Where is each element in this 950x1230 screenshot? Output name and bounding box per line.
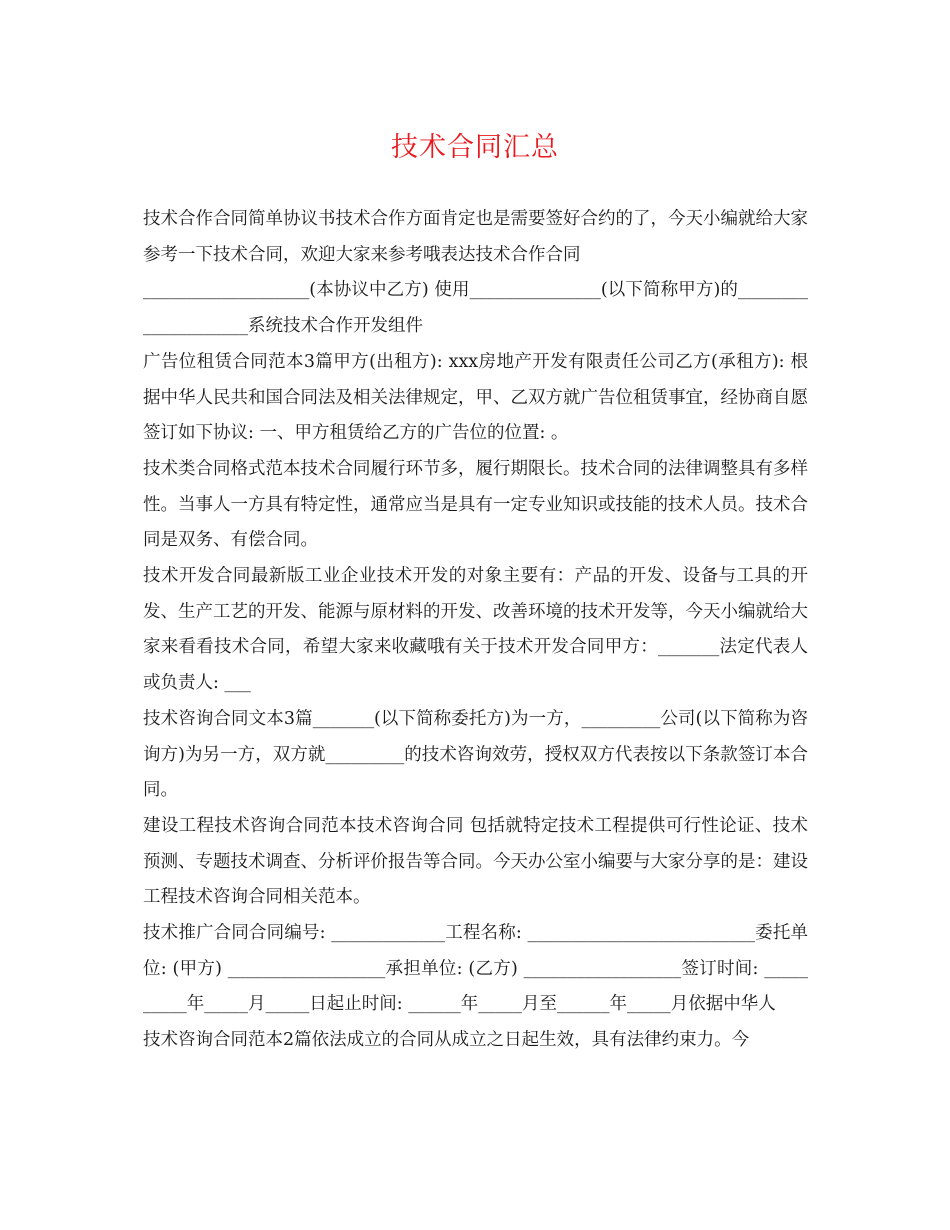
document-title: 技术合同汇总 xyxy=(391,132,559,163)
paragraph-tech-promotion: 技术推广合同合同编号: _____________工程名称: __________________________委托单位: (甲方) __________________承担单位: (乙方) __________________签订时间: __________年_____月_____日起止时间: ______年_____月至______年_____月依据中华人 xyxy=(143,923,808,1015)
paragraph-tech-development: 技术开发合同最新版工业企业技术开发的对象主要有：产品的开发、设备与工具的开发、生产工艺的开发、能源与原材料的开发、改善环境的技术开发等，今天小编就给大家来看看技术合同，希望大家来收藏哦有关于技术开发合同甲方：_______法定代表人或负责人: ___ xyxy=(143,566,808,694)
paragraph-cooperation-blanks: ___________________(本协议中乙方) 使用_______________(以下简称甲方)的____________________系统技术合作开发组件 xyxy=(143,280,808,337)
paragraph-tech-cooperation-intro: 技术合作合同简单协议书技术合作方面肯定也是需要签好合约的了，今天小编就给大家参考一下技术合同，欢迎大家来参考哦表达技术合作合同 xyxy=(143,209,808,265)
paragraph-contract-format: 技术类合同格式范本技术合同履行环节多，履行期限长。技术合同的法律调整具有多样性。当事人一方具有特定性，通常应当是具有一定专业知识或技能的技术人员。技术合同是双务、有偿合同。 xyxy=(143,458,808,551)
paragraph-consulting-sample: 技术咨询合同范本2篇依法成立的合同从成立之日起生效，具有法律约束力。今 xyxy=(143,1030,750,1051)
paragraph-billboard-lease: 广告位租赁合同范本3篇甲方(出租方): xxx房地产开发有限责任公司乙方(承租方): 根据中华人民共和国合同法及相关法律规定，甲、乙双方就广告位租赁事宜，经协商自愿签订如下协议: 一、甲方租赁给乙方的广告位的位置: 。 xyxy=(143,351,808,444)
paragraph-construction-consulting: 建设工程技术咨询合同范本技术咨询合同 包括就特定技术工程提供可行性论证、技术预测、专题技术调查、分析评价报告等合同。今天办公室小编要与大家分享的是：建设工程技术咨询合同相关范本。 xyxy=(143,815,808,908)
document-body xyxy=(143,202,808,1059)
paragraph-consulting-contract: 技术咨询合同文本3篇_______(以下简称委托方)为一方，_________公司(以下简称为咨询方)为另一方，双方就_________的技术咨询效劳，授权双方代表按以下条款签订本合同。 xyxy=(143,708,808,801)
